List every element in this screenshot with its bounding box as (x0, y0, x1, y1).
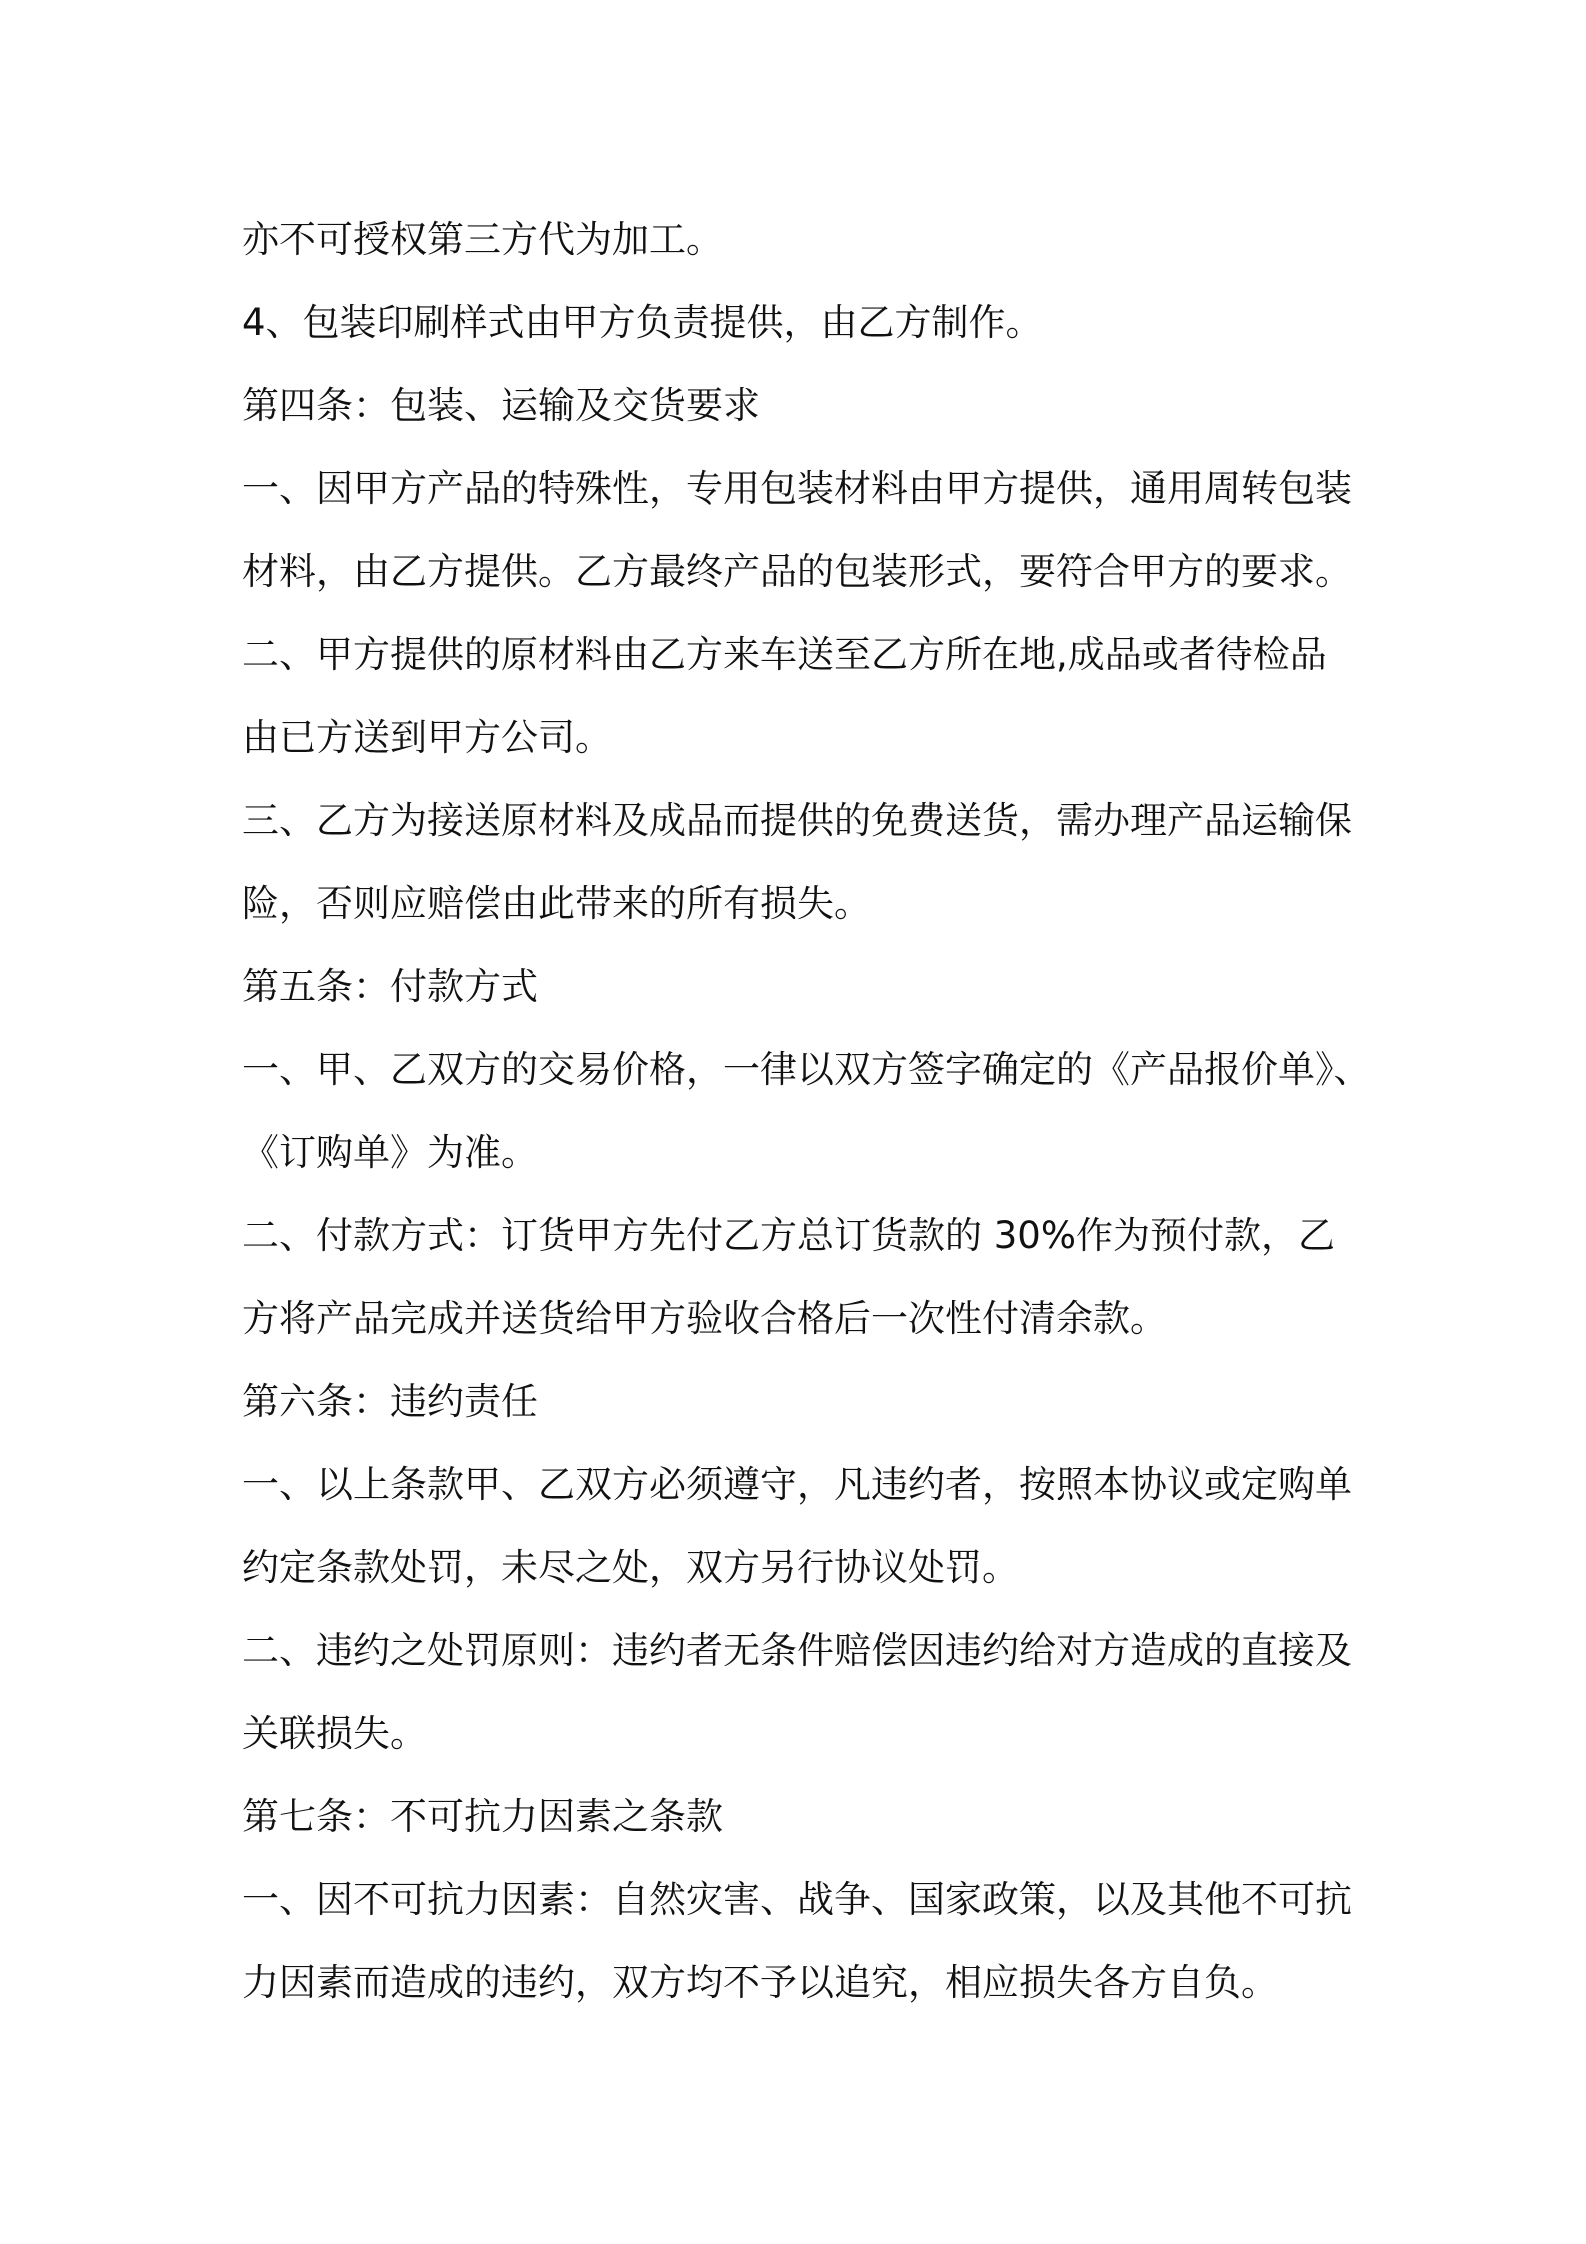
text-line: 力因素而造成的违约，双方均不予以追究，相应损失各方自负。 (242, 1961, 1278, 2004)
section-heading: 第七条：不可抗力因素之条款 (242, 1795, 723, 1838)
text-line: 二、付款方式：订货甲方先付乙方总订货款的 30%作为预付款，乙 (242, 1214, 1335, 1257)
text-line: 由已方送到甲方公司。 (242, 716, 612, 759)
text-line: 一、甲、乙双方的交易价格，一律以双方签字确定的《产品报价单》、 (242, 1048, 1371, 1091)
text-line: 一、以上条款甲、乙双方必须遵守，凡违约者，按照本协议或定购单 (242, 1463, 1352, 1506)
section-heading: 第五条：付款方式 (242, 965, 538, 1008)
text-line: 亦不可授权第三方代为加工。 (242, 218, 723, 261)
text-line: 三、乙方为接送原材料及成品而提供的免费送货，需办理产品运输保 (242, 799, 1352, 842)
text-line: 材料，由乙方提供。乙方最终产品的包装形式，要符合甲方的要求。 (242, 550, 1352, 593)
text-line: 一、因不可抗力因素：自然灾害、战争、国家政策，以及其他不可抗 (242, 1878, 1352, 1921)
text-line: 4、包装印刷样式由甲方负责提供，由乙方制作。 (242, 301, 1043, 344)
section-heading: 第六条：违约责任 (242, 1380, 538, 1423)
document-body (242, 198, 1371, 2024)
text-line: 二、违约之处罚原则：违约者无条件赔偿因违约给对方造成的直接及 (242, 1629, 1352, 1672)
text-line: 二、甲方提供的原材料由乙方来车送至乙方所在地,成品或者待检品 (242, 633, 1327, 676)
text-line: 约定条款处罚，未尽之处，双方另行协议处罚。 (242, 1546, 1019, 1589)
text-line: 《订购单》为准。 (242, 1131, 538, 1174)
text-line: 关联损失。 (242, 1712, 427, 1755)
text-line: 方将产品完成并送货给甲方验收合格后一次性付清余款。 (242, 1297, 1167, 1340)
section-heading: 第四条：包装、运输及交货要求 (242, 384, 760, 427)
text-line: 险，否则应赔偿由此带来的所有损失。 (242, 882, 871, 925)
text-line: 一、因甲方产品的特殊性，专用包装材料由甲方提供，通用周转包装 (242, 467, 1352, 510)
